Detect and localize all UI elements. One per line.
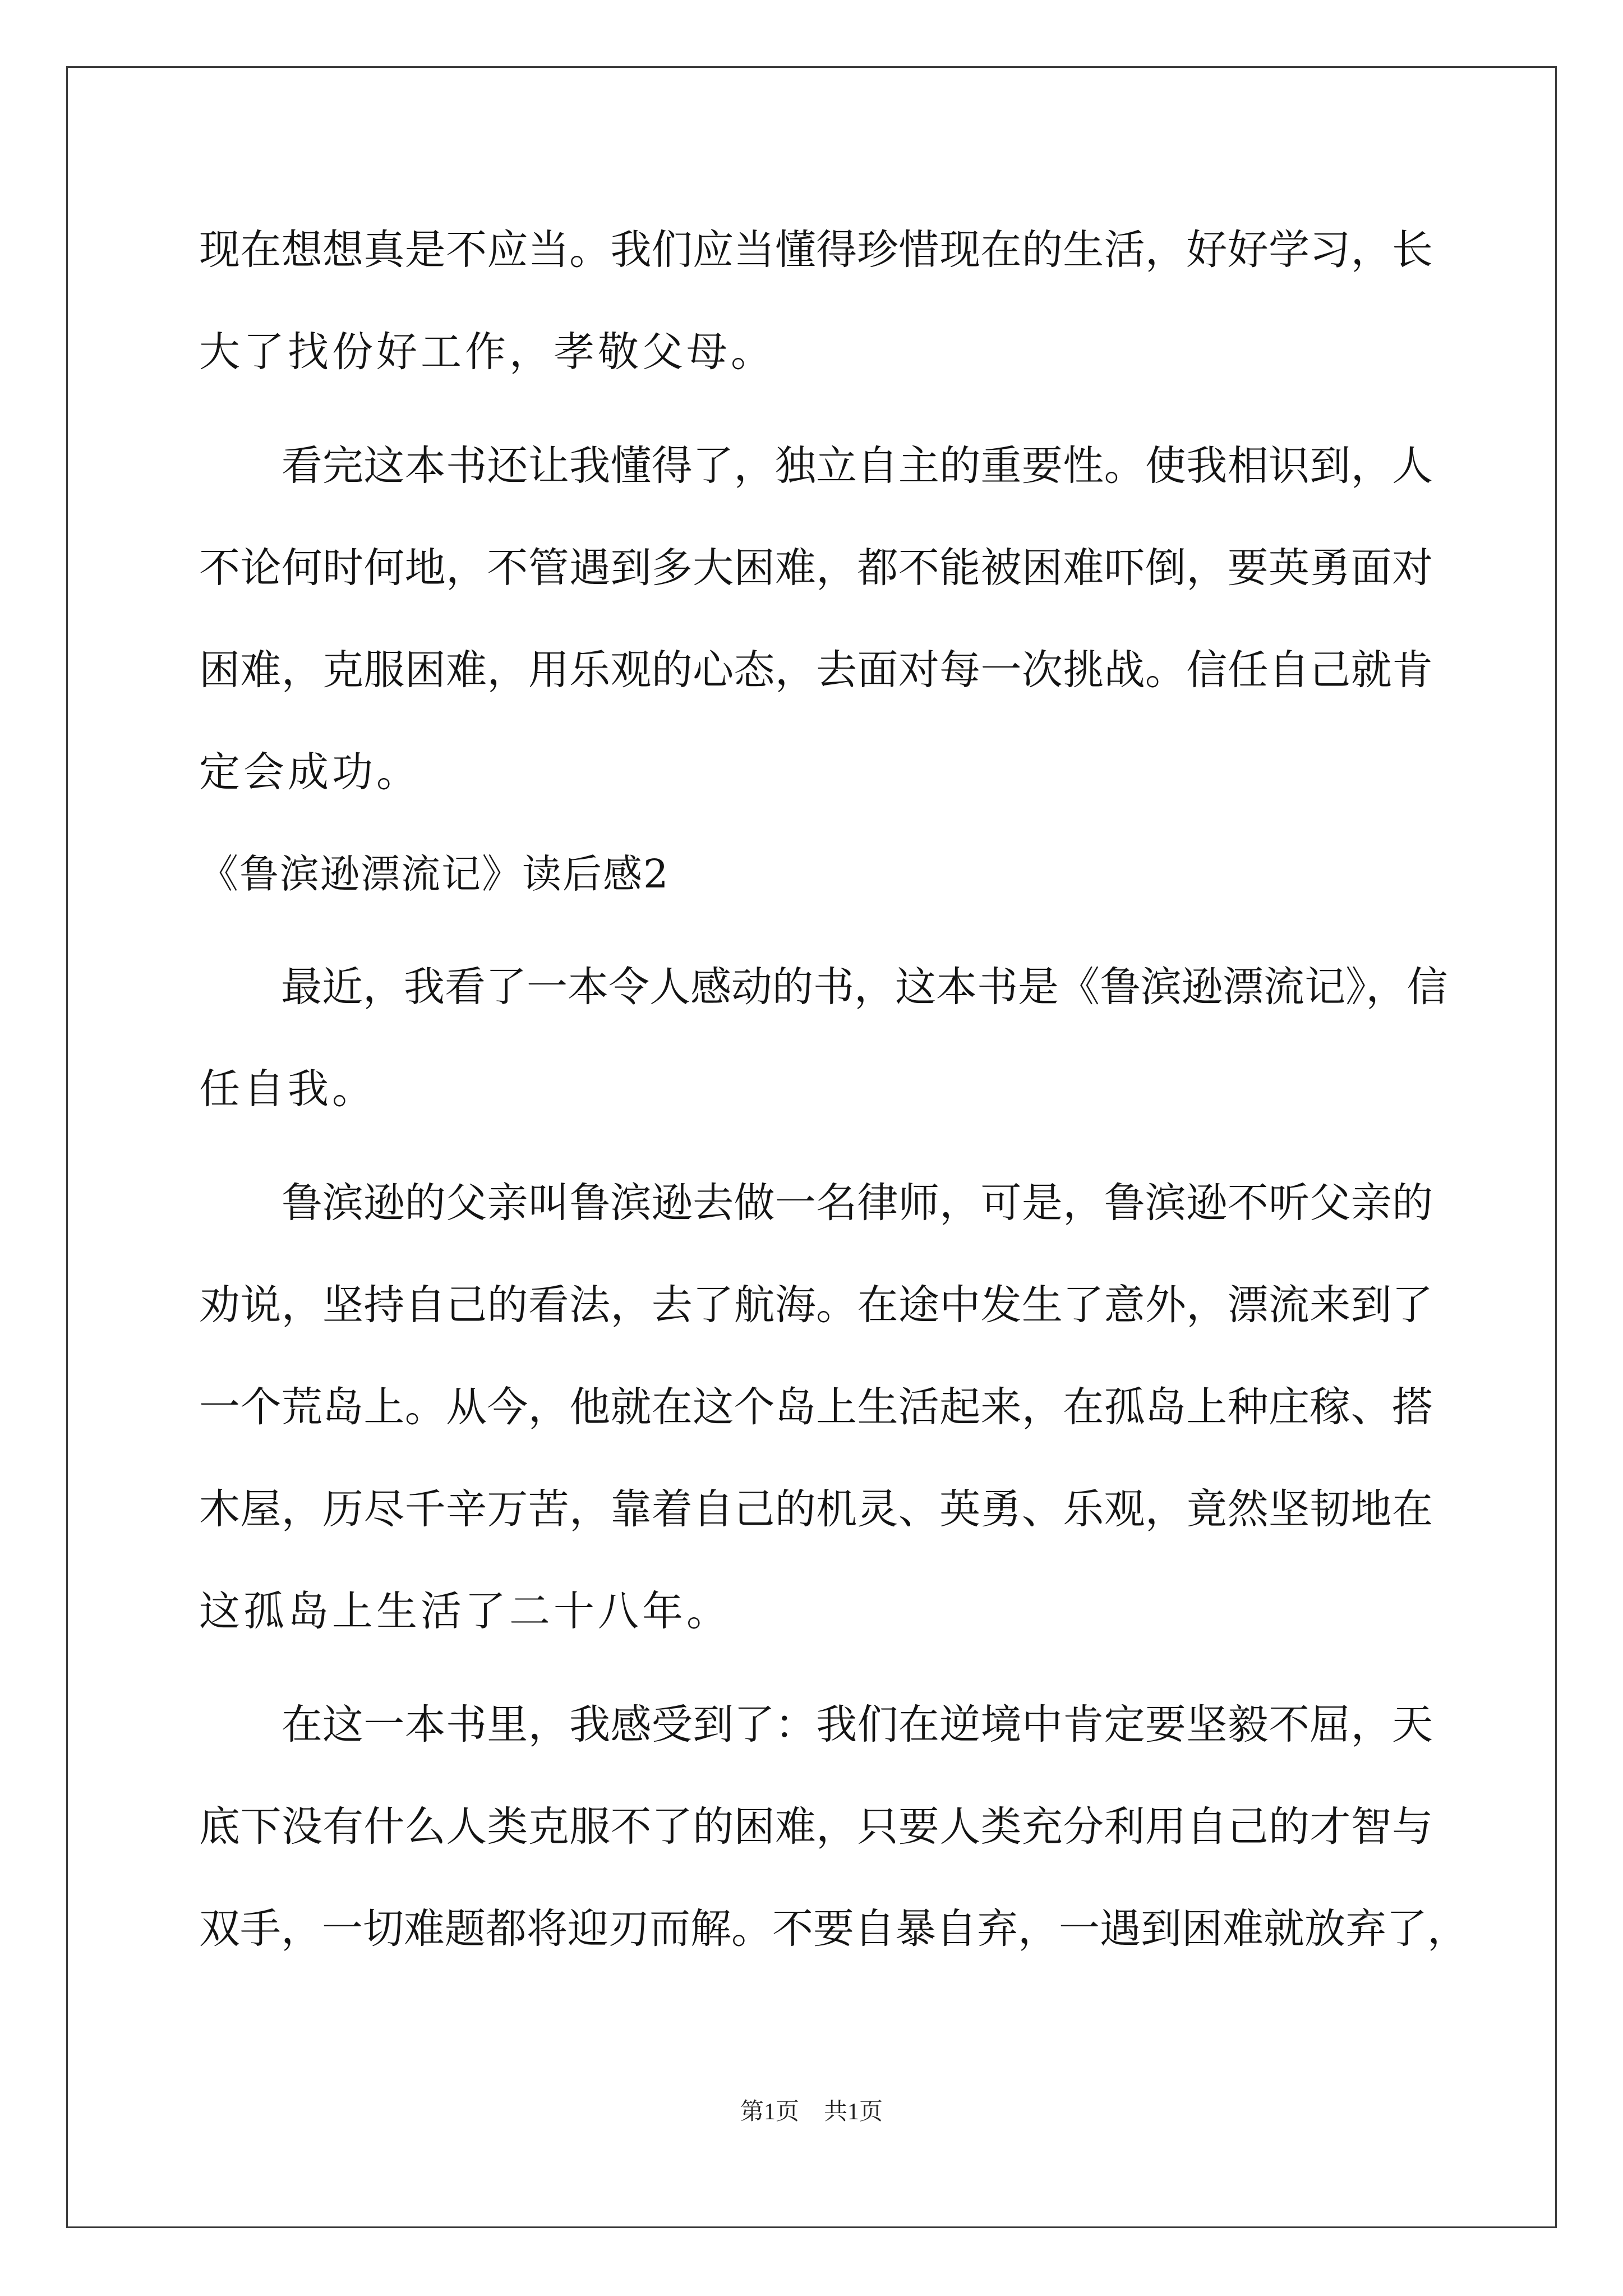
paragraph-line: 大了找份好工作，孝敬父母。 [199,328,775,376]
paragraph-line: 任自我。 [199,1065,376,1113]
paragraph-line: 一个荒岛上。从今，他就在这个岛上生活起来，在孤岛上种庄稼、搭 [199,1383,1433,1431]
section-heading: 《鲁滨逊漂流记》读后感2 [199,851,670,897]
page-number-current: 第1页 [740,2099,799,2125]
paragraph-line: 在这一本书里，我感受到了：我们在逆境中肯定要坚毅不屈，天 [199,1701,1433,1749]
paragraph-line: 最近，我看了一本令人感动的书，这本书是《鲁滨逊漂流记》，信 [199,963,1448,1011]
paragraph-line: 底下没有什么人类克服不了的困难，只要人类充分利用自己的才智与 [199,1803,1433,1851]
paragraph-line: 困难，克服困难，用乐观的心态，去面对每一次挑战。信任自己就肯 [199,646,1433,694]
paragraph-line: 不论何时何地，不管遇到多大困难，都不能被困难吓倒，要英勇面对 [199,544,1433,592]
paragraph-line: 劝说，坚持自己的看法，去了航海。在途中发生了意外，漂流来到了 [199,1281,1433,1329]
paragraph-line: 木屋，历尽千辛万苦，靠着自己的机灵、英勇、乐观，竟然坚韧地在 [199,1485,1433,1533]
paragraph-line: 现在想想真是不应当。我们应当懂得珍惜现在的生活，好好学习，长 [199,226,1433,274]
paragraph-line: 鲁滨逊的父亲叫鲁滨逊去做一名律师，可是，鲁滨逊不听父亲的 [199,1179,1433,1227]
paragraph-line: 看完这本书还让我懂得了，独立自主的重要性。使我相识到，人 [199,442,1433,490]
paragraph-line: 这孤岛上生活了二十八年。 [199,1588,731,1635]
paragraph-line: 定会成功。 [199,748,421,796]
page-number-total: 共1页 [824,2099,883,2125]
page-footer [0,2095,1623,2129]
paragraph-line: 双手，一切难题都将迎刃而解。不要自暴自弃，一遇到困难就放弃了， [199,1905,1468,1953]
